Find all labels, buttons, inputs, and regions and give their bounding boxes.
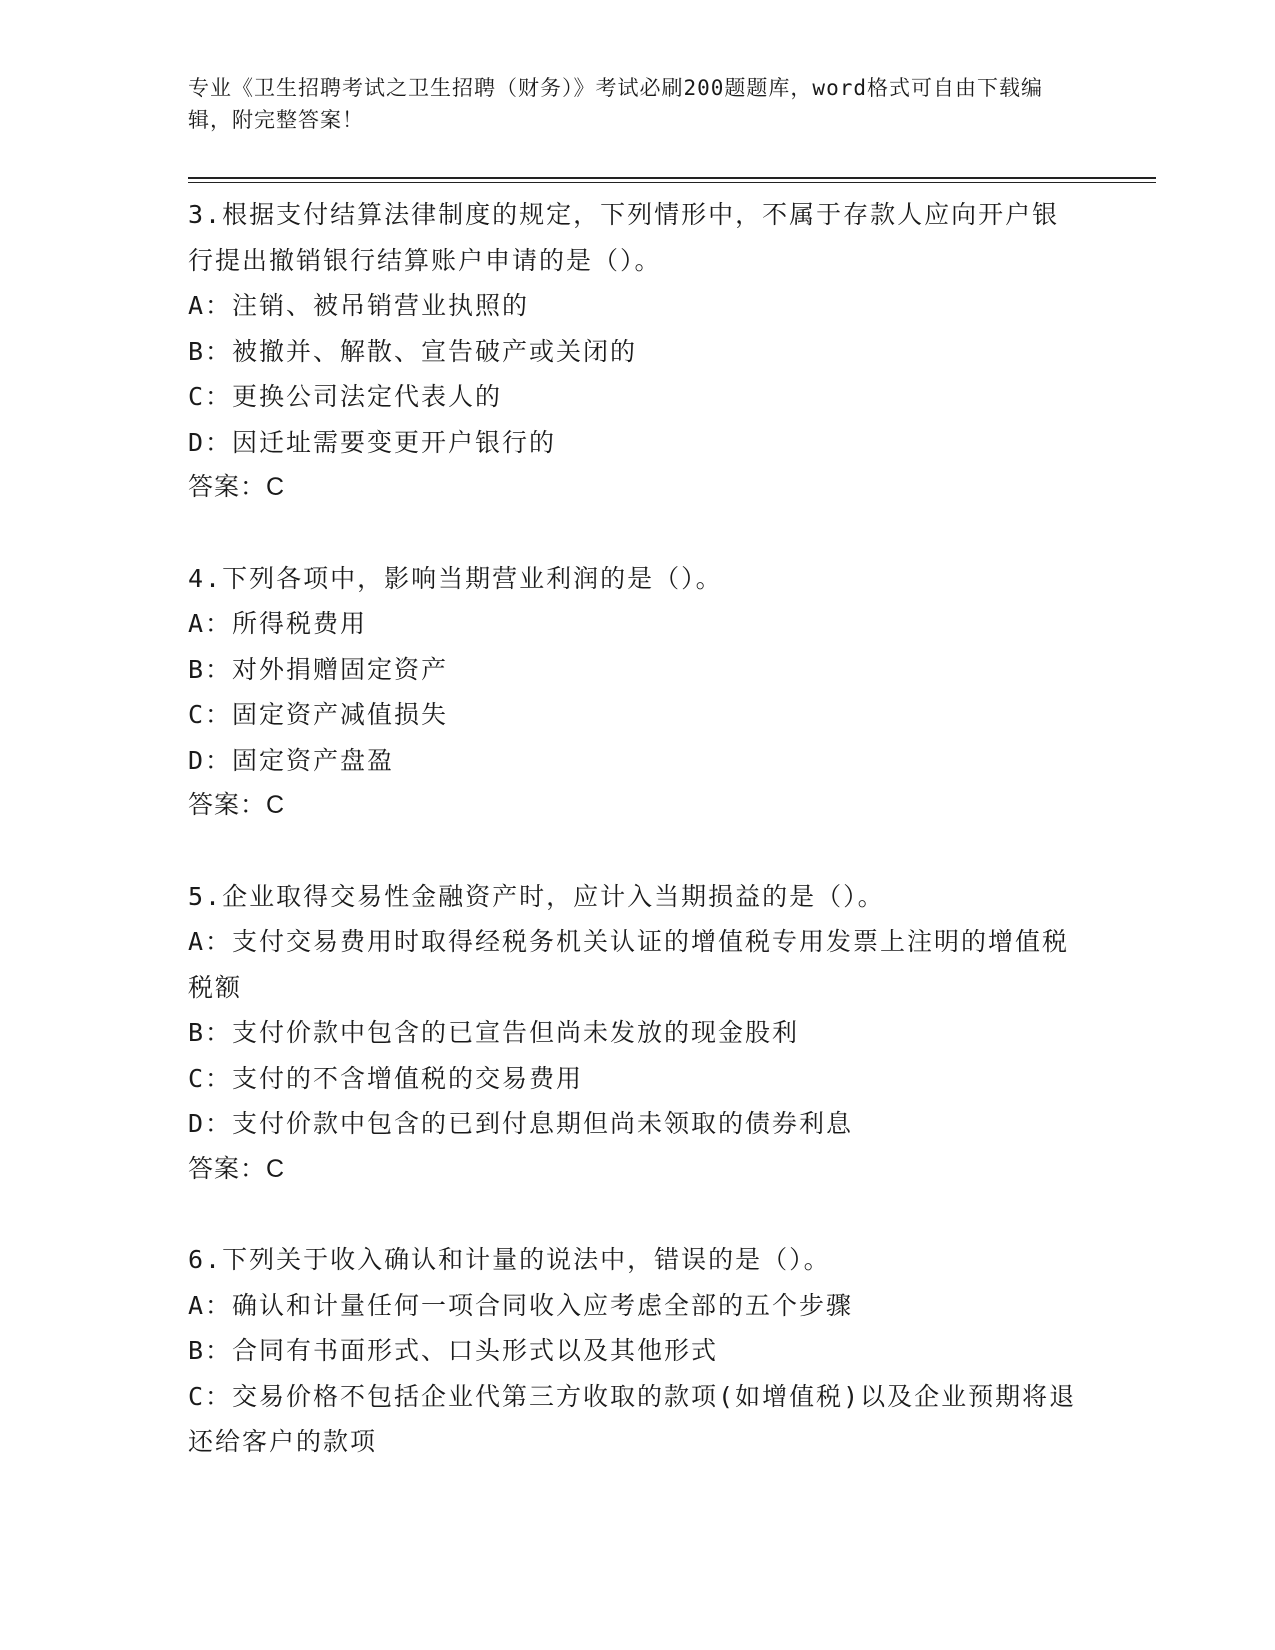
- option-c: C：固定资产减值损失: [188, 700, 449, 729]
- answer-line: 答案：C: [188, 1154, 286, 1183]
- question-spacer: [188, 511, 1078, 556]
- header-divider-thin: [188, 182, 1156, 183]
- answer-line: 答案：C: [188, 473, 286, 501]
- header-divider-thick: [188, 177, 1156, 179]
- document-header: 专业《卫生招聘考试之卫生招聘（财务）》考试必刷200题题库，word格式可自由下载编辑，附完整答案！: [188, 76, 1043, 132]
- option-c: C：更换公司法定代表人的: [188, 382, 503, 411]
- option-b: B：被撤并、解散、宣告破产或关闭的: [188, 336, 638, 366]
- question-list: [188, 192, 1078, 1465]
- option-a: A：注销、被吊销营业执照的: [188, 291, 530, 320]
- option-a: A：确认和计量任何一项合同收入应考虑全部的五个步骤: [188, 1290, 854, 1320]
- option-d: D：支付价款中包含的已到付息期但尚未领取的债券利息: [188, 1109, 854, 1138]
- option-a: A：支付交易费用时取得经税务机关认证的增值税专用发票上注明的增值税税额: [188, 927, 1070, 1002]
- option-b: B：合同有书面形式、口头形式以及其他形式: [188, 1336, 719, 1365]
- question-spacer: [188, 1192, 1078, 1237]
- question-block: [188, 192, 1078, 511]
- question-block: [188, 556, 1078, 829]
- option-c: C：交易价格不包括企业代第三方收取的款项(如增值税)以及企业预期将退还给客户的款项: [188, 1381, 1077, 1456]
- option-d: D：固定资产盘盈: [188, 745, 395, 775]
- question-text: 4.下列各项中，影响当期营业利润的是（）。: [188, 563, 723, 593]
- option-d: D：因迁址需要变更开户银行的: [188, 427, 557, 457]
- option-b: B：对外捐赠固定资产: [188, 654, 449, 684]
- answer-line: 答案：C: [188, 791, 286, 819]
- question-block: [188, 1237, 1078, 1465]
- option-a: A：所得税费用: [188, 609, 368, 638]
- question-text: 6.下列关于收入确认和计量的说法中，错误的是（）。: [188, 1245, 831, 1274]
- question-spacer: [188, 829, 1078, 874]
- question-text: 3.根据支付结算法律制度的规定，下列情形中，不属于存款人应向开户银行提出撤销银行结算账户申请的是（）。: [188, 200, 1060, 275]
- option-c: C：支付的不含增值税的交易费用: [188, 1063, 584, 1093]
- question-text: 5.企业取得交易性金融资产时，应计入当期损益的是（）。: [188, 881, 885, 911]
- option-b: B：支付价款中包含的已宣告但尚未发放的现金股利: [188, 1018, 800, 1047]
- question-block: [188, 874, 1078, 1193]
